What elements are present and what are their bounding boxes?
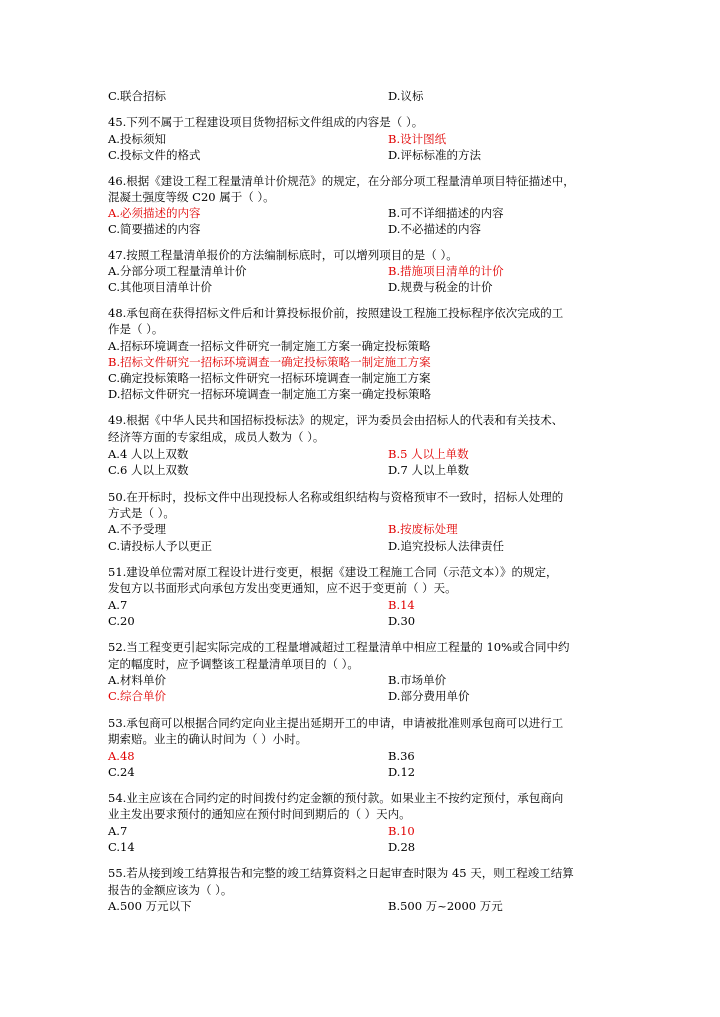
question-text-line: 45.下列不属于工程建设项目货物招标文件组成的内容是（ ）。 — [108, 115, 424, 129]
answer-option: A.7 — [108, 824, 128, 838]
question-text-line: 48.承包商在获得招标文件后和计算投标报价前，按照建设工程施工投标程序依次完成的工 — [108, 306, 564, 320]
answer-option: D.部分费用单价 — [388, 689, 470, 703]
answer-option: A.500 万元以下 — [108, 899, 192, 913]
answer-option: A.招标环境调查一招标文件研究一制定施工方案一确定投标策略 — [108, 339, 431, 353]
answer-option: D.规费与税金的计价 — [388, 280, 493, 294]
correct-answer-option: C.综合单价 — [108, 689, 167, 703]
answer-option: C.确定投标策略一招标文件研究一招标环境调查一制定施工方案 — [108, 371, 431, 385]
question-text-line: 52.当工程变更引起实际完成的工程量增减超过工程量清单中相应工程量的 10%或合同中约 — [108, 640, 570, 654]
answer-option: C.6 人以上双数 — [108, 463, 189, 477]
question-text-line: 作是（ ）。 — [108, 322, 164, 336]
answer-option: A.材料单价 — [108, 673, 166, 687]
question-text-line: 54.业主应该在合同约定的时间拨付约定金额的预付款。如果业主不按约定预付，承包商向 — [108, 791, 564, 805]
correct-answer-option: B.措施项目清单的计价 — [388, 264, 504, 278]
answer-option: A.4 人以上双数 — [108, 447, 189, 461]
answer-option: B.可不详细描述的内容 — [388, 206, 504, 220]
answer-option: C.简要描述的内容 — [108, 222, 201, 236]
correct-answer-option: B.10 — [388, 824, 415, 838]
answer-option: D.30 — [388, 614, 416, 628]
question-text-line: 经济等方面的专家组成，成员人数为（ ）。 — [108, 430, 325, 444]
question-text-line: 49.根据《中华人民共和国招标投标法》的规定，评为委员会由招标人的代表和有关技术、 — [108, 413, 564, 427]
correct-answer-option: A.必须描述的内容 — [108, 206, 201, 220]
question-text-line: 50.在开标时，投标文件中出现投标人名称或组织结构与资格预审不一致时，招标人处理的 — [108, 490, 564, 504]
correct-answer-option: A.48 — [108, 749, 135, 763]
correct-answer-option: B.设计图纸 — [388, 132, 447, 146]
answer-option: D.28 — [388, 840, 416, 854]
answer-option: D.追究投标人法律责任 — [388, 539, 504, 553]
correct-answer-option: B.按废标处理 — [388, 522, 458, 536]
answer-option: D.12 — [388, 765, 416, 779]
answer-option: D.不必描述的内容 — [388, 222, 481, 236]
question-text-line: 期索赔。业主的确认时间为（ ）小时。 — [108, 732, 308, 746]
correct-answer-option: B.招标文件研究一招标环境调查一确定投标策略一制定施工方案 — [108, 355, 431, 369]
question-text-line: 55.若从接到竣工结算报告和完整的竣工结算资料之日起审查时限为 45 天，则工程竣工结算 — [108, 866, 574, 880]
answer-option: C.投标文件的格式 — [108, 148, 201, 162]
answer-option: B.500 万~2000 万元 — [388, 899, 503, 913]
question-text-line: 47.按照工程量清单报价的方法编制标底时，可以增列项目的是（ ）。 — [108, 248, 458, 262]
answer-option: B.市场单价 — [388, 673, 447, 687]
correct-answer-option: B.5 人以上单数 — [388, 447, 469, 461]
answer-option: D.招标文件研究一招标环境调查一制定施工方案一确定投标策略 — [108, 387, 431, 401]
answer-option: D.评标标准的方法 — [388, 148, 481, 162]
answer-option: C.14 — [108, 840, 135, 854]
question-text-line: 发包方以书面形式向承包方发出变更通知，应不迟于变更前（ ）天。 — [108, 581, 457, 595]
answer-option: B.36 — [388, 749, 415, 763]
question-text-line: 业主发出要求预付的通知应在预付时间到期后的（ ）天内。 — [108, 807, 411, 821]
answer-option: A.分部分项工程量清单计价 — [108, 264, 247, 278]
answer-option: A.投标须知 — [108, 132, 166, 146]
answer-option: C.其他项目清单计价 — [108, 280, 213, 294]
answer-option: C.24 — [108, 765, 135, 779]
correct-answer-option: B.14 — [388, 598, 415, 612]
question-text-line: 定的幅度时，应予调整该工程量清单项目的（ ）。 — [108, 657, 359, 671]
question-text-line: 51.建设单位需对原工程设计进行变更，根据《建设工程施工合同（示范文本）》的规定， — [108, 565, 558, 579]
answer-option: C.联合招标 — [108, 89, 167, 103]
answer-option: A.不予受理 — [108, 522, 166, 536]
question-text-line: 46.根据《建设工程工程量清单计价规范》的规定，在分部分项工程量清单项目特征描述中， — [108, 174, 575, 188]
answer-option: C.请投标人予以更正 — [108, 539, 213, 553]
answer-option: A.7 — [108, 598, 128, 612]
answer-option: D.7 人以上单数 — [388, 463, 469, 477]
question-text-line: 混凝土强度等级 C20 属于（ ）。 — [108, 190, 275, 204]
answer-option: D.议标 — [388, 89, 424, 103]
question-text-line: 方式是（ ）。 — [108, 506, 175, 520]
question-text-line: 报告的金额应该为（ ）。 — [108, 883, 233, 897]
question-text-line: 53.承包商可以根据合同约定向业主提出延期开工的申请，申请被批准则承包商可以进行工 — [108, 716, 564, 730]
answer-option: C.20 — [108, 614, 135, 628]
